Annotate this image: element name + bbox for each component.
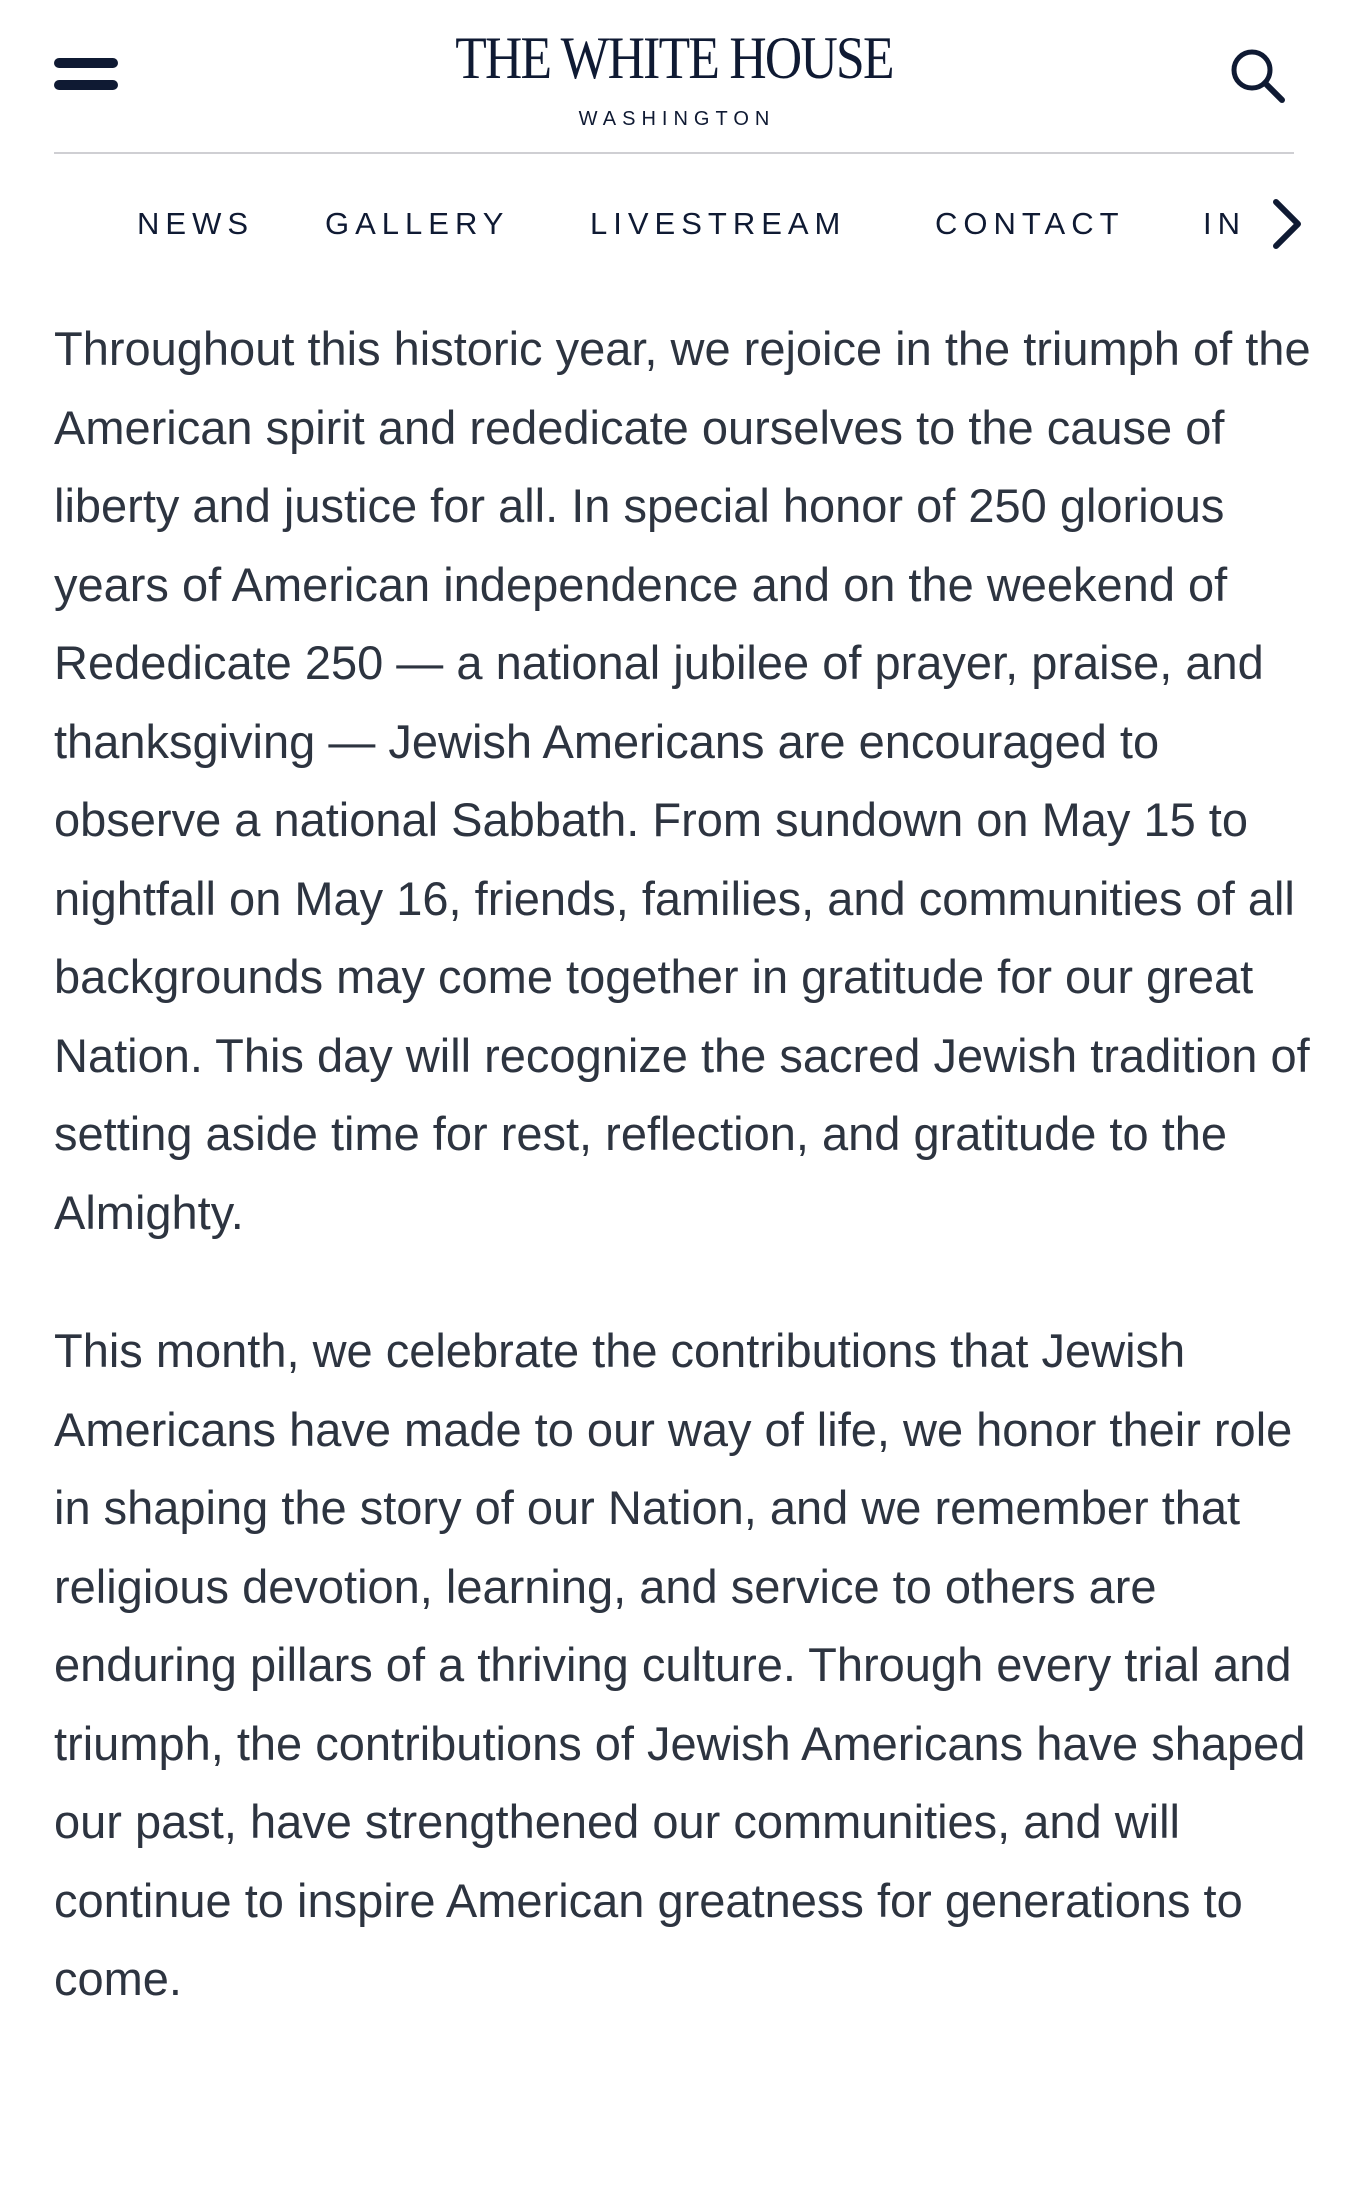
- nav-item-livestream[interactable]: LIVESTREAM: [590, 206, 847, 241]
- nav-item-gallery[interactable]: GALLERY: [325, 206, 510, 241]
- search-icon: [1222, 40, 1294, 112]
- site-subtitle: WASHINGTON: [578, 108, 776, 130]
- article-paragraph: Throughout this historic year, we rejoice in the triumph of the American spirit and rededicate ourselves to the cause of liberty and justice for all. In special honor of 250 glorious years of American independence and on the weekend of Rededicate 250 — a national jubilee of prayer, praise, and thanksgiving — Jewish Americans are encouraged to observe a national Sabbath. From sundown on May 15 to nightfall on May 16, friends, families, and communities of all backgrounds may come together in gratitude for our great Nation. This day will recognize the sacred Jewish tradition of setting aside time for rest, reflection, and gratitude to the Almighty.: [54, 322, 1311, 1239]
- nav-item-in[interactable]: IN: [1203, 206, 1246, 241]
- site-title: THE WHITE HOUSE: [455, 25, 893, 91]
- menu-button[interactable]: [50, 52, 120, 96]
- site-logo[interactable]: [374, 22, 974, 131]
- hamburger-menu-icon-bar: [54, 80, 118, 90]
- hamburger-menu-icon: [54, 58, 118, 68]
- site-header: [0, 0, 1348, 154]
- nav-item-news[interactable]: NEWS: [137, 206, 254, 241]
- search-button[interactable]: [1222, 40, 1294, 112]
- nav-item-contact[interactable]: CONTACT: [935, 206, 1125, 241]
- article-paragraph: This month, we celebrate the contributions that Jewish Americans have made to our way of life, we honor their role in shaping the story of our Nation, and we remember that religious devotion, learning, and service to others are enduring pillars of a thriving culture. Through every trial and triumph, the contributions of Jewish Americans have shaped our past, have strengthened our communities, and will continue to inspire American greatness for generations to come.: [54, 1324, 1306, 2005]
- article-body: [54, 310, 1314, 2019]
- nav-scroll-right-button[interactable]: [1262, 194, 1312, 254]
- chevron-right-icon: [1262, 194, 1312, 254]
- top-nav: [0, 154, 1348, 290]
